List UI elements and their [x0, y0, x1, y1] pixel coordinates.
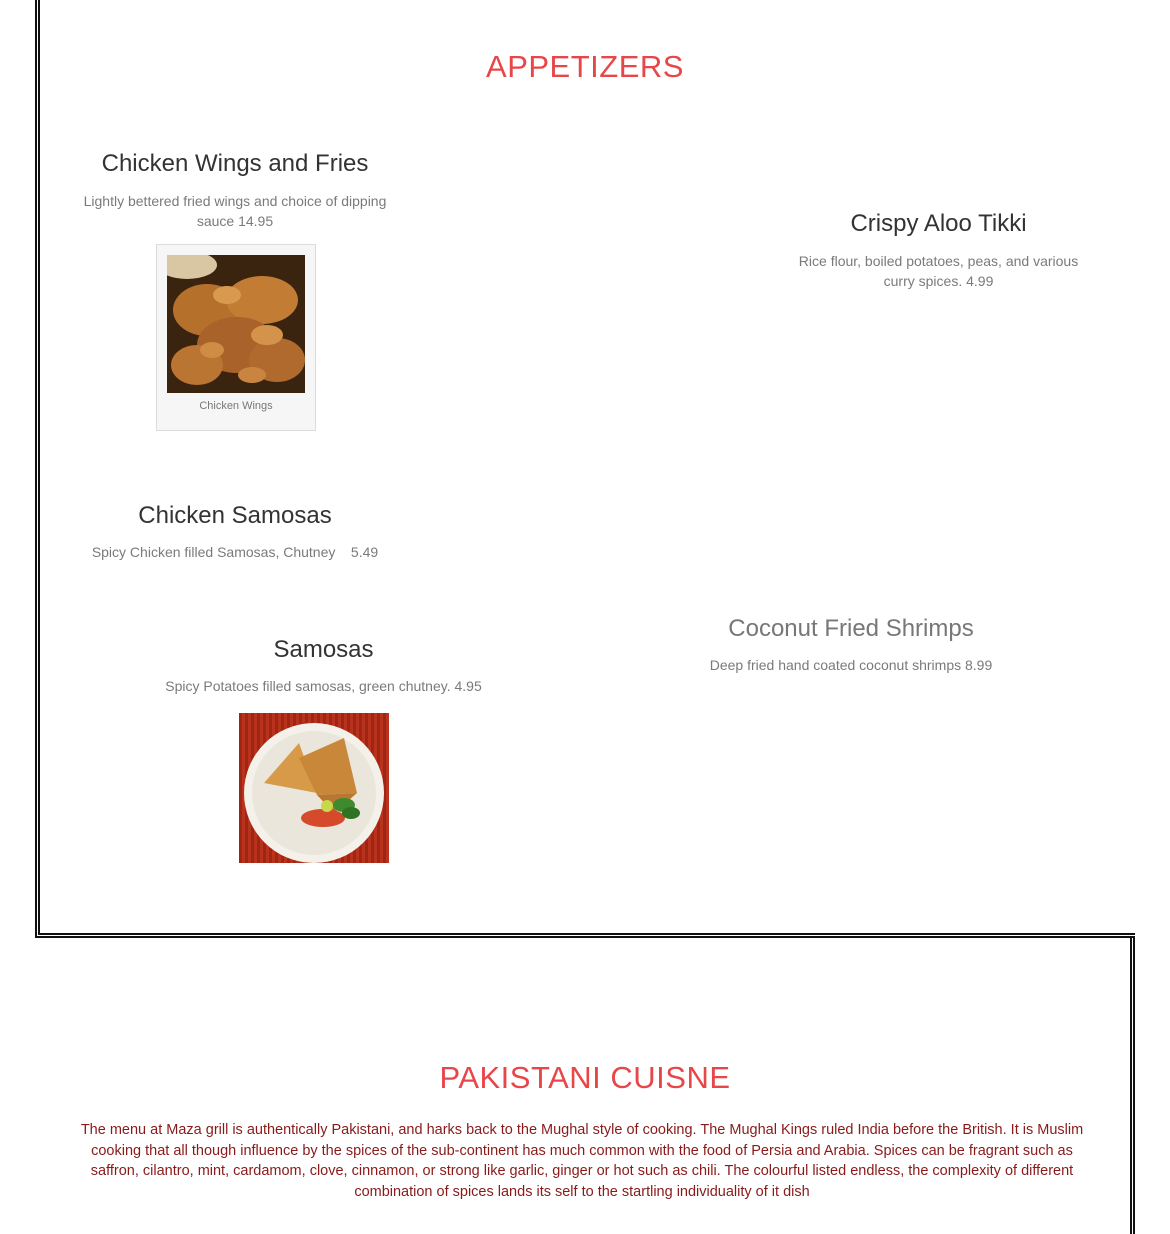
appetizers-title: APPETIZERS	[486, 49, 684, 84]
menu-item-chicken-wings	[80, 150, 390, 231]
menu-item-title: Chicken Wings and Fries	[101, 150, 369, 177]
menu-item-description: Rice flour, boiled potatoes, peas, and various curry spices. 4.99	[798, 253, 1079, 289]
appetizers-frame	[35, 0, 1135, 938]
samosa-plate-photo-icon	[239, 713, 389, 863]
menu-item-aloo-tikki	[790, 210, 1087, 291]
menu-item-chicken-samosas	[80, 502, 390, 562]
cuisine-title: PAKISTANI CUISNE	[439, 1060, 731, 1095]
cuisine-intro: The menu at Maza grill is authentically Pakistani, and harks back to the Mughal style of cooking. The Mughal Kings ruled India before the British. It is Muslim cooking that all though influence by the spices of the sub-continent has much common with the food of Persia and Arabia. Spices can be fragrant such as saffron, cilantro, mint, cardamom, clove, cinnamon, or strong like garlic, ginger or hot such as chili. The colourful listed endless, the complexity of different combination of spices lands its self to the startling individuality of it dish	[80, 1122, 1084, 1200]
image-caption: Chicken Wings	[199, 400, 273, 412]
chicken-wings-figure	[156, 244, 316, 431]
menu-item-title: Crispy Aloo Tikki	[850, 210, 1027, 237]
fried-chicken-wings-photo-icon	[167, 255, 305, 393]
menu-item-description: Lightly bettered fried wings and choice of dipping sauce 14.95	[83, 193, 387, 229]
menu-item-description: Deep fried hand coated coconut shrimps 8.99	[709, 657, 993, 673]
menu-item-description: Spicy Chicken filled Samosas, Chutney 5.49	[91, 544, 379, 560]
menu-item-title: Chicken Samosas	[138, 502, 332, 529]
menu-item-samosas	[160, 636, 487, 696]
menu-item-title: Samosas	[273, 636, 374, 663]
menu-item-coconut-shrimps	[680, 615, 1022, 675]
menu-item-title: Coconut Fried Shrimps	[728, 615, 974, 642]
menu-item-description: Spicy Potatoes filled samosas, green chutney. 4.95	[165, 678, 482, 694]
